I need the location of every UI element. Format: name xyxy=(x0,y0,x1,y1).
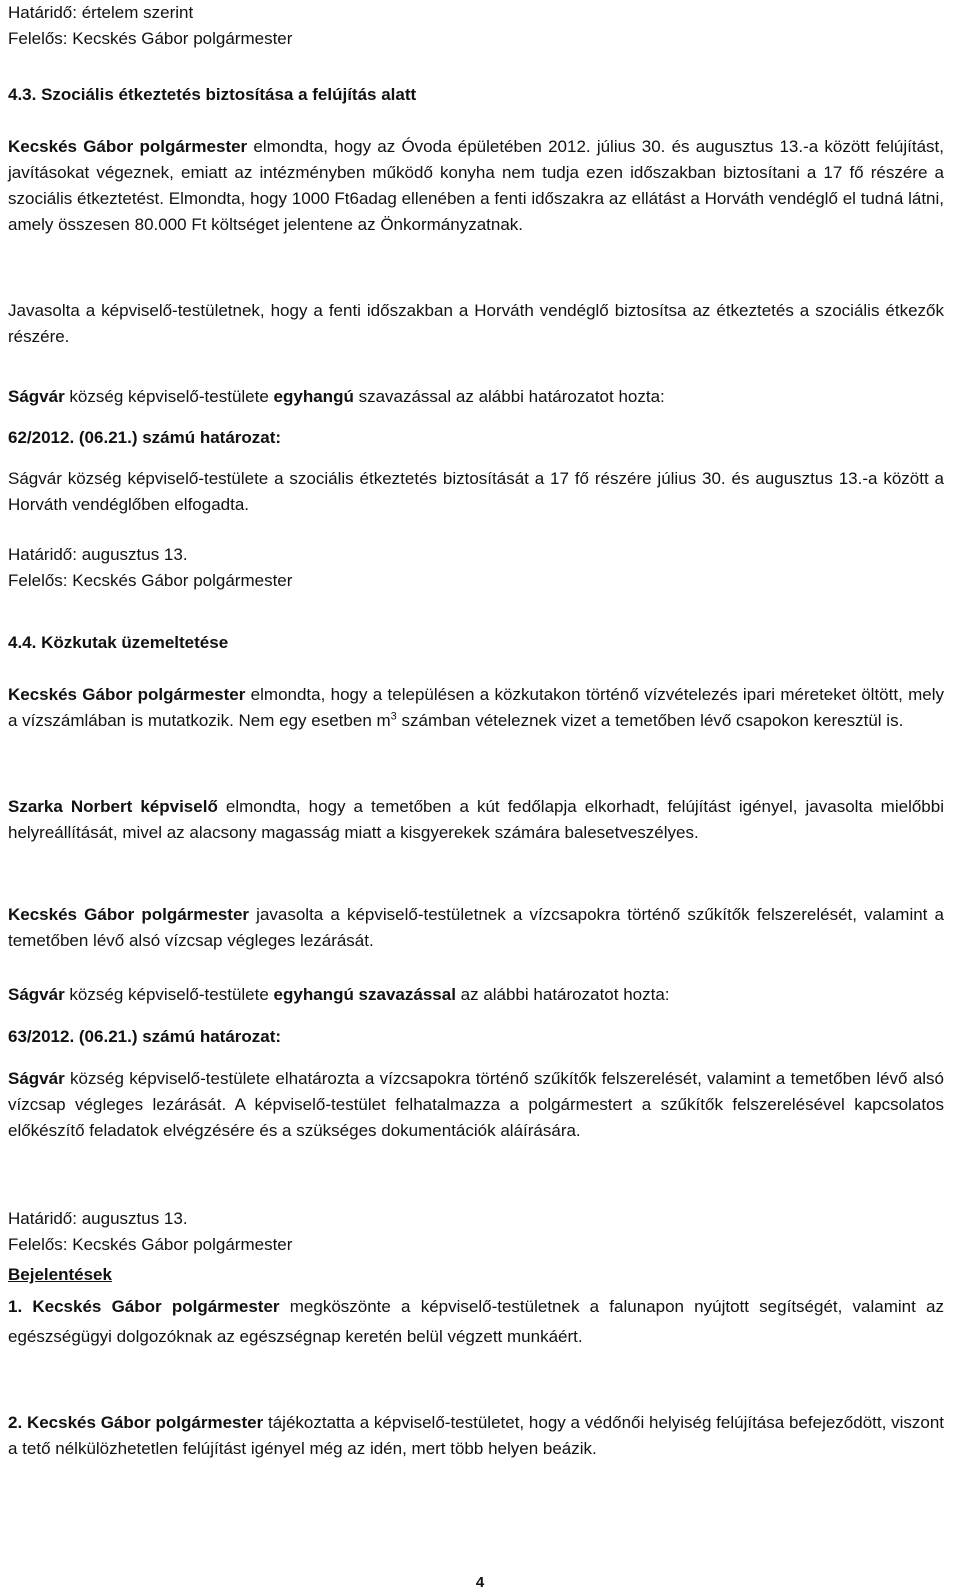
responsible-line: Felelős: Kecskés Gábor polgármester xyxy=(8,29,293,48)
speaker-name: Kecskés Gábor polgármester xyxy=(8,137,248,156)
vote-place: Ságvár xyxy=(8,387,65,406)
superscript: 3 xyxy=(390,710,397,723)
vote-end: az alábbi határozatot hozta: xyxy=(455,985,670,1004)
announcement-item-1: 1. Kecskés Gábor polgármester megköszönte a képviselő-testületnek a falunapon nyújtott segítségét, valamint az egészségügyi dolgozóknak az egészségnap keretén belül végzett munkáért. xyxy=(8,1297,944,1346)
responsible-line: Felelős: Kecskés Gábor polgármester xyxy=(8,1235,293,1254)
responsible-line: Felelős: Kecskés Gábor polgármester xyxy=(8,571,293,590)
resolution-place: Ságvár xyxy=(8,1069,65,1088)
vote-line xyxy=(8,384,944,410)
resolution-text: Ságvár község képviselő-testülete a szociális étkeztetés biztosítását a 17 fő részére július 30. és augusztus 13.-a között a Horváth vendéglőben elfogadta. xyxy=(8,469,944,514)
section-heading-4-3: 4.3. Szociális étkeztetés biztosítása a felújítás alatt xyxy=(8,85,417,104)
deadline-line: Határidő: augusztus 13. xyxy=(8,1209,188,1228)
vote-mid: község képviselő-testülete xyxy=(64,985,274,1004)
paragraph-wells-report: Kecskés Gábor polgármester elmondta, hogy a településen a közkutakon történő vízvételezés ipari méreteket öltött, mely a vízszámlában is mutatkozik. Nem egy esetben $m^3$ számban vételeznek vizet a temetőben lévő csapokon keresztül is. xyxy=(8,685,944,730)
speaker-name: Kecskés Gábor polgármester xyxy=(8,905,250,924)
vote-place: Ságvár xyxy=(8,985,65,1004)
resolution-meta xyxy=(8,1206,944,1258)
vote-unanimous: egyhangú xyxy=(273,387,354,406)
deadline-line: Határidő: augusztus 13. xyxy=(8,545,188,564)
paragraph-mayor-proposal: Kecskés Gábor polgármester javasolta a képviselő-testületnek a vízcsapokra történő szűkítők felszerelését, valamint a temetőben lévő alsó vízcsap végleges lezárását. xyxy=(8,905,944,950)
resolution-title: 63/2012. (06.21.) számú határozat: xyxy=(8,1027,282,1046)
speaker-name: Szarka Norbert képviselő xyxy=(8,797,218,816)
paragraph-proposal: Javasolta a képviselő-testületnek, hogy a fenti időszakban a Horváth vendéglő biztosítsa az étkeztetés a szociális étkezők részére. xyxy=(8,301,944,346)
announcements-heading: Bejelentések xyxy=(8,1265,112,1284)
speaker-name: Kecskés Gábor polgármester xyxy=(8,685,246,704)
vote-line xyxy=(8,982,944,1008)
resolution-text: Ságvár község képviselő-testülete elhatározta a vízcsapokra történő szűkítők felszerelését, valamint a temetőben lévő alsó vízcsap végleges lezárását. A képviselő-testület felhatalmazza a polgármestert a szűkítők felszerelésével kapcsolatos előkészítő feladatok elvégzésére és a szükséges dokumentációk aláírására. xyxy=(8,1069,944,1140)
paragraph-councillor: Szarka Norbert képviselő elmondta, hogy a temetőben a kút fedőlapja elkorhadt, felújítást igényel, javasolta mielőbbi helyreállítását, mivel az alacsony magasság miatt a kisgyerekek számára balesetveszélyes. xyxy=(8,797,944,842)
announcement-item-2: 2. Kecskés Gábor polgármester tájékoztatta a képviselő-testületet, hogy a védőnői helyiség felújítása befejeződött, viszont a tető nélkülözhetetlen felújítást igényel még az idén, mert több helyen beázik. xyxy=(8,1413,944,1458)
speaker-name: Kecskés Gábor polgármester xyxy=(26,1413,264,1432)
vote-unanimous: egyhangú szavazással xyxy=(273,985,456,1004)
top-meta xyxy=(8,0,944,52)
resolution-meta xyxy=(8,542,944,594)
page-number: 4 xyxy=(475,1574,485,1591)
paragraph-mayor-report xyxy=(8,134,944,238)
paragraph-text: elmondta, hogy az Óvoda épületében 2012. július 30. és augusztus 13.-a között felújítást, javításokat végeznek, emiatt az intézményben működő konyha nem tudja ezen időszakban biztosítani a 17 fő részére a szociális étkeztetést. Elmondta, hogy 1000 Ft6adag ellenében a fenti időszakra az ellátást a Horváth vendéglő el tudná látni, amely összesen 80.000 Ft költséget jelentene az Önkormányzatnak. xyxy=(8,137,944,234)
speaker-name: Kecskés Gábor polgármester xyxy=(32,1297,280,1316)
vote-mid: község képviselő-testülete xyxy=(64,387,274,406)
deadline-line: Határidő: értelem szerint xyxy=(8,3,194,22)
section-heading-4-4: 4.4. Közkutak üzemeltetése xyxy=(8,633,229,652)
resolution-title: 62/2012. (06.21.) számú határozat: xyxy=(8,428,282,447)
vote-end: szavazással az alábbi határozatot hozta: xyxy=(353,387,665,406)
